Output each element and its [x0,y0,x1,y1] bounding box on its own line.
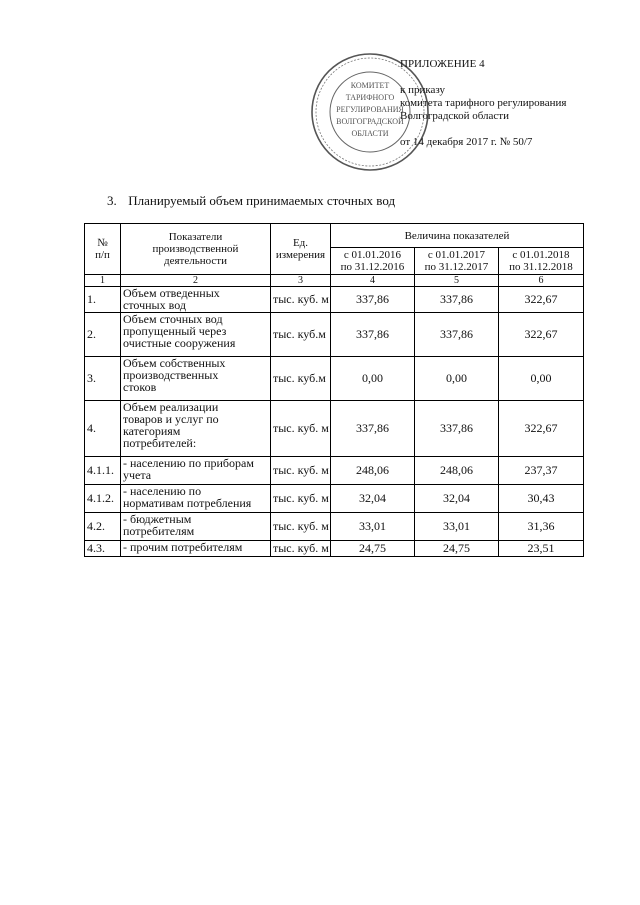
row-value: 337,86 [415,313,499,357]
indicator-name-line: товаров и услуг по [123,412,219,426]
stamp-text-line: ВОЛГОГРАДСКОЙ [336,117,404,126]
table-row [85,287,584,313]
col-number: 5 [415,275,499,287]
row-index: 3. [85,357,121,401]
row-value: 23,51 [499,541,584,557]
row-unit: тыс. куб. м [271,401,331,457]
indicator-name-line: - населению по [123,484,202,498]
row-index: 2. [85,313,121,357]
column-number-row [85,275,584,287]
committee-line: комитета тарифного регулирования [400,97,567,109]
indicator-name-line: - прочим потребителям [123,540,243,554]
row-index: 4.1.2. [85,485,121,513]
appendix-label: ПРИЛОЖЕНИЕ 4 [400,58,485,70]
section-title: Планируемый объем принимаемых сточных вод [128,193,396,208]
table-row [85,357,584,401]
table-row [85,485,584,513]
order-reference [400,58,620,149]
table-row [85,401,584,457]
col-number: 1 [85,275,121,287]
row-unit: тыс. куб. м [271,287,331,313]
indicator-name-line: потребителям [123,524,195,538]
row-value: 30,43 [499,485,584,513]
indicator-name-line: стоков [123,380,157,394]
row-value: 0,00 [415,357,499,401]
section-number: 3. [107,193,117,208]
header-period-2017: с 01.01.2017 по 31.12.2017 [415,248,499,275]
row-index: 4.2. [85,513,121,541]
row-value: 0,00 [499,357,584,401]
row-value: 24,75 [415,541,499,557]
row-value: 237,37 [499,457,584,485]
row-indicator-name [121,357,271,401]
row-indicator-name [121,485,271,513]
order-line: к приказу [400,84,446,96]
header-indicator: Показатели производственной деятельности [121,224,271,275]
col-number: 6 [499,275,584,287]
stamp-text-line: ТАРИФНОГО [345,93,395,102]
header-value-group: Величина показателей [331,224,584,248]
row-value: 32,04 [415,485,499,513]
indicator-name-line: Объем собственных [123,356,226,370]
row-value: 337,86 [415,401,499,457]
indicator-name-line: Объем сточных вод [123,312,223,326]
row-indicator-name [121,541,271,557]
row-value: 337,86 [331,313,415,357]
row-value: 337,86 [331,287,415,313]
row-unit: тыс. куб. м [271,457,331,485]
row-value: 322,67 [499,287,584,313]
col-number: 4 [331,275,415,287]
row-indicator-name [121,513,271,541]
row-value: 33,01 [331,513,415,541]
row-unit: тыс. куб. м [271,485,331,513]
indicator-name-line: - населению по приборам [123,456,254,470]
row-value: 248,06 [331,457,415,485]
row-unit: тыс. куб.м [271,313,331,357]
indicator-name-line: сточных вод [123,298,186,312]
wastewater-volume-table [84,223,584,557]
header-index: № п/п [85,224,121,275]
section-heading [107,193,395,209]
region-line: Волгоградской области [400,110,509,122]
indicator-name-line: очистные сооружения [123,336,236,350]
stamp-text-line: КОМИТЕТ [350,81,390,90]
header-period-2016: с 01.01.2016 по 31.12.2016 [331,248,415,275]
row-value: 322,67 [499,313,584,357]
row-indicator-name [121,457,271,485]
row-unit: тыс. куб. м [271,541,331,557]
row-value: 24,75 [331,541,415,557]
row-indicator-name [121,401,271,457]
order-date: от 14 декабря 2017 г. № 50/7 [400,136,533,148]
table-body [85,287,584,557]
row-index: 4.3. [85,541,121,557]
row-index: 1. [85,287,121,313]
row-value: 33,01 [415,513,499,541]
indicator-name-line: - бюджетным [123,512,192,526]
stamp-text-line: РЕГУЛИРОВАНИЯ [336,105,404,114]
indicator-name-line: потребителей: [123,436,197,450]
row-value: 0,00 [331,357,415,401]
row-unit: тыс. куб.м [271,357,331,401]
indicator-name-line: категориям [123,424,181,438]
row-value: 248,06 [415,457,499,485]
stamp-text-line: ОБЛАСТИ [351,129,389,138]
row-indicator-name [121,287,271,313]
row-value: 32,04 [331,485,415,513]
row-value: 31,36 [499,513,584,541]
table-row [85,313,584,357]
indicator-name-line: учета [123,468,152,482]
row-value: 337,86 [415,287,499,313]
table-row [85,457,584,485]
col-number: 3 [271,275,331,287]
row-indicator-name [121,313,271,357]
row-unit: тыс. куб. м [271,513,331,541]
indicator-name-line: Объем отведенных [123,286,220,300]
indicator-name-line: Объем реализации [123,400,219,414]
header-period-2018: с 01.01.2018 по 31.12.2018 [499,248,584,275]
indicator-name-line: производственных [123,368,219,382]
indicator-name-line: нормативам потребления [123,496,252,510]
table-row [85,513,584,541]
col-number: 2 [121,275,271,287]
header-unit: Ед. измерения [271,224,331,275]
row-value: 337,86 [331,401,415,457]
row-index: 4.1.1. [85,457,121,485]
row-value: 322,67 [499,401,584,457]
table-row [85,541,584,557]
row-index: 4. [85,401,121,457]
indicator-name-line: пропущенный через [123,324,227,338]
